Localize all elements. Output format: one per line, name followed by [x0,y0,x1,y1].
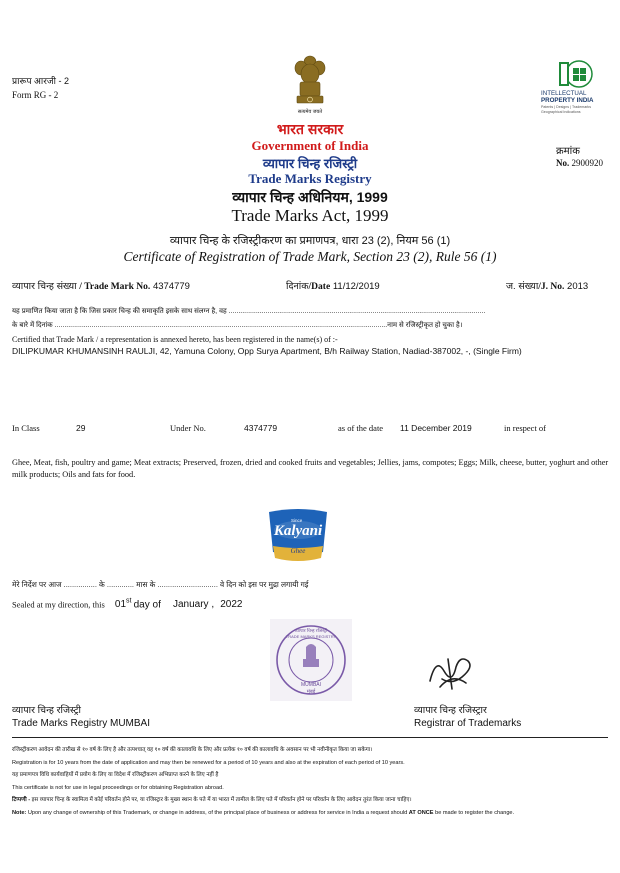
class-value: 29 [76,423,86,433]
ip-logo-line2: PROPERTY INDIA [541,97,594,104]
trade-mark-number [12,279,190,292]
ip-logo-tagline2: Geographical Indications [541,110,581,114]
note-change-emphasis: AT ONCE [408,809,434,816]
footer-registry: Trade Marks Registry MUMBAI [12,718,150,729]
goods-description: Ghee, Meat, fish, poultry and game; Meat extracts; Preserved, frozen, dried and cooked fruits and vegetables; Jellies, jams, compotes; Eggs; Milk, cheese, butter, yoghurt and other milk products; Oils and fats for food. [12,458,609,479]
footer-registrar: Registrar of Trademarks [414,718,522,729]
note-change-label: Note: [12,809,27,816]
sealed-text-hindi: मेरे निर्देश पर आज ................ के ............. मास के ............................. वे दिन को इस पर मुद्रा लगायी गई [12,580,309,589]
form-number [12,74,69,102]
act-title: Trade Marks Act, 1999 [231,206,389,225]
seal-text-hindi: व्यापार चिन्ह रजिस्ट्री [294,628,328,633]
act-title-hindi: व्यापार चिन्ह अधिनियम, 1999 [232,189,388,205]
note-renewal-hindi: रजिस्ट्रीकरण आवेदन की तारीख से १० वर्ष के लिए है और तत्पश्चात् वह १० वर्ष की कालावधि के लिए और प्रत्येक १० वर्ष की कालावधि के अवसान पर भी नवीनीकृत किया जा सकेगा। [12,747,373,753]
date-value: 11/12/2019 [332,281,380,292]
sealed-day-suffix: st [126,598,132,605]
sealed-line [12,598,243,610]
seal-city-hindi: मुंबई [306,689,316,695]
note-change-hindi-text: इस व्यापार चिन्ह के स्वामित्व में कोई परिवर्तन होने पर, या रजिस्ट्रार के मुख्य स्थान के पते में या भारत में तामील के लिए पते में परिवर्तन होने पर परिवर्तन के लिए आवेदन तुरंत किया जाना चाहिए। [31,797,412,803]
as-of-value: 11 December 2019 [400,423,472,433]
date-label-hindi: दिनांक [286,281,309,292]
certification-hindi-line1: यह प्रमाणित किया जाता है कि जिस प्रकार चिन्ह की समाकृति इसके साथ संलग्न है, वह .................................................................................................................................... [12,308,486,315]
logo-product: Ghee [290,547,306,555]
certification-text: Certified that Trade Mark / a representation is annexed hereto, has been registered in the name(s) of :- [12,335,338,344]
govt-title-hindi: भारत सरकार [276,121,344,137]
note-change-text-b: be made to register the change. [435,809,515,816]
form-number-english: Form RG - 2 [12,90,59,100]
serial-value: 2900920 [571,158,603,168]
note-change-text-a: Upon any change of ownership of this Trademark, or change in address, of the principal place of business or address for service in India a request should [27,809,408,816]
trade-mark-label-hindi: व्यापार चिन्ह संख्या [12,281,77,292]
serial-label: No. [556,158,570,168]
footer-registry-hindi: व्यापार चिन्ह रजिस्ट्री [12,705,81,716]
ip-india-icon [555,60,593,88]
logo-tagline: Since [291,518,303,523]
sealed-label: Sealed at my direction, this [12,599,105,610]
date-label: /Date [308,282,331,292]
in-respect-of-label: in respect of [504,423,547,433]
certificate-title-hindi: व्यापार चिन्ह के रजिस्ट्रीकरण का प्रमाणपत्र, धारा 23 (2), नियम 56 (1) [169,235,451,247]
note-change [12,807,610,820]
certificate-title: Certificate of Registration of Trade Mark, Section 23 (2), Rule 56 (1) [123,249,497,264]
signature-icon [422,647,482,695]
sealed-year: 2022 [220,599,243,611]
serial-label-hindi: क्रमांक [556,146,580,157]
ip-logo-tagline1: Patents | Designs | Trademarks [541,105,592,109]
note-legal-hindi: यह प्रमाणपत्र विधि कार्यवाहियों में प्रयोग के लिए या विदेश में रजिस्ट्रीकरण अभिप्राप्त करने के लिए नहीं है [12,772,219,778]
journal-label-hindi: ज. संख्या [506,281,539,292]
note-legal: This certificate is not for use in legal proceedings or for obtaining Registration abroad. [12,784,224,791]
national-emblem [291,54,329,120]
logo-brand: Kalyani [273,523,323,539]
govt-title: Government of India [251,138,369,153]
certification-text-hindi [12,305,608,333]
journal-value: 2013 [567,281,589,292]
sealed-day-value: 01 [114,599,127,611]
class-label: In Class [12,423,40,433]
certification-hindi-line2: के बारे में दिनांक ...........................................................................................................................................................................नाम से रजिस्ट्रीकृत हो चुका है। [12,322,463,329]
registry-seal [270,619,352,701]
sealed-day-of: day of [133,599,161,611]
footer-notes [12,744,610,819]
registration-date [286,279,380,292]
under-no-label: Under No. [170,423,206,433]
sealed-month: January , [172,599,215,611]
registry-title: Trade Marks Registry [248,171,372,186]
trade-mark-label: / Trade Mark No. [79,282,151,292]
journal-number [506,279,588,292]
owner-details: DILIPKUMAR KHUMANSINH RAULJI, 42, Yamuna Colony, Opp Surya Apartment, B/h Railway Station, Nadiad-387002, -, (Single Firm) [12,346,522,356]
serial-number [556,158,603,168]
footer-registrar-hindi: व्यापार चिन्ह रजिस्ट्रार [414,705,487,716]
ip-india-logo [541,60,611,118]
sealed-day [115,599,132,610]
ip-logo-line1: INTELLECTUAL [541,90,587,97]
footer-divider [12,737,608,738]
emblem-motto: सत्यमेव जयते [297,109,323,115]
as-of-label: as of the date [338,423,384,433]
note-change-hindi-label: टिप्पणी - [12,797,31,803]
seal-city: MUMBAI [301,682,321,688]
under-no-value: 4374779 [244,423,278,433]
note-change-hindi [12,794,610,807]
note-renewal: Registration is for 10 years from the date of application and may then be renewed for a period of 10 years and also at the expiration of each period of 10 years. [12,759,405,766]
trade-mark-image [263,506,333,570]
journal-label: /J. No. [538,282,565,292]
registrar-signature [422,647,482,695]
registry-title-hindi: व्यापार चिन्ह रजिस्ट्री [262,156,358,171]
form-number-hindi: प्रारूप आरजी - 2 [12,76,69,86]
seal-text-top: TRADE MARKS REGISTRY [285,634,337,639]
trade-mark-value: 4374779 [152,281,190,292]
